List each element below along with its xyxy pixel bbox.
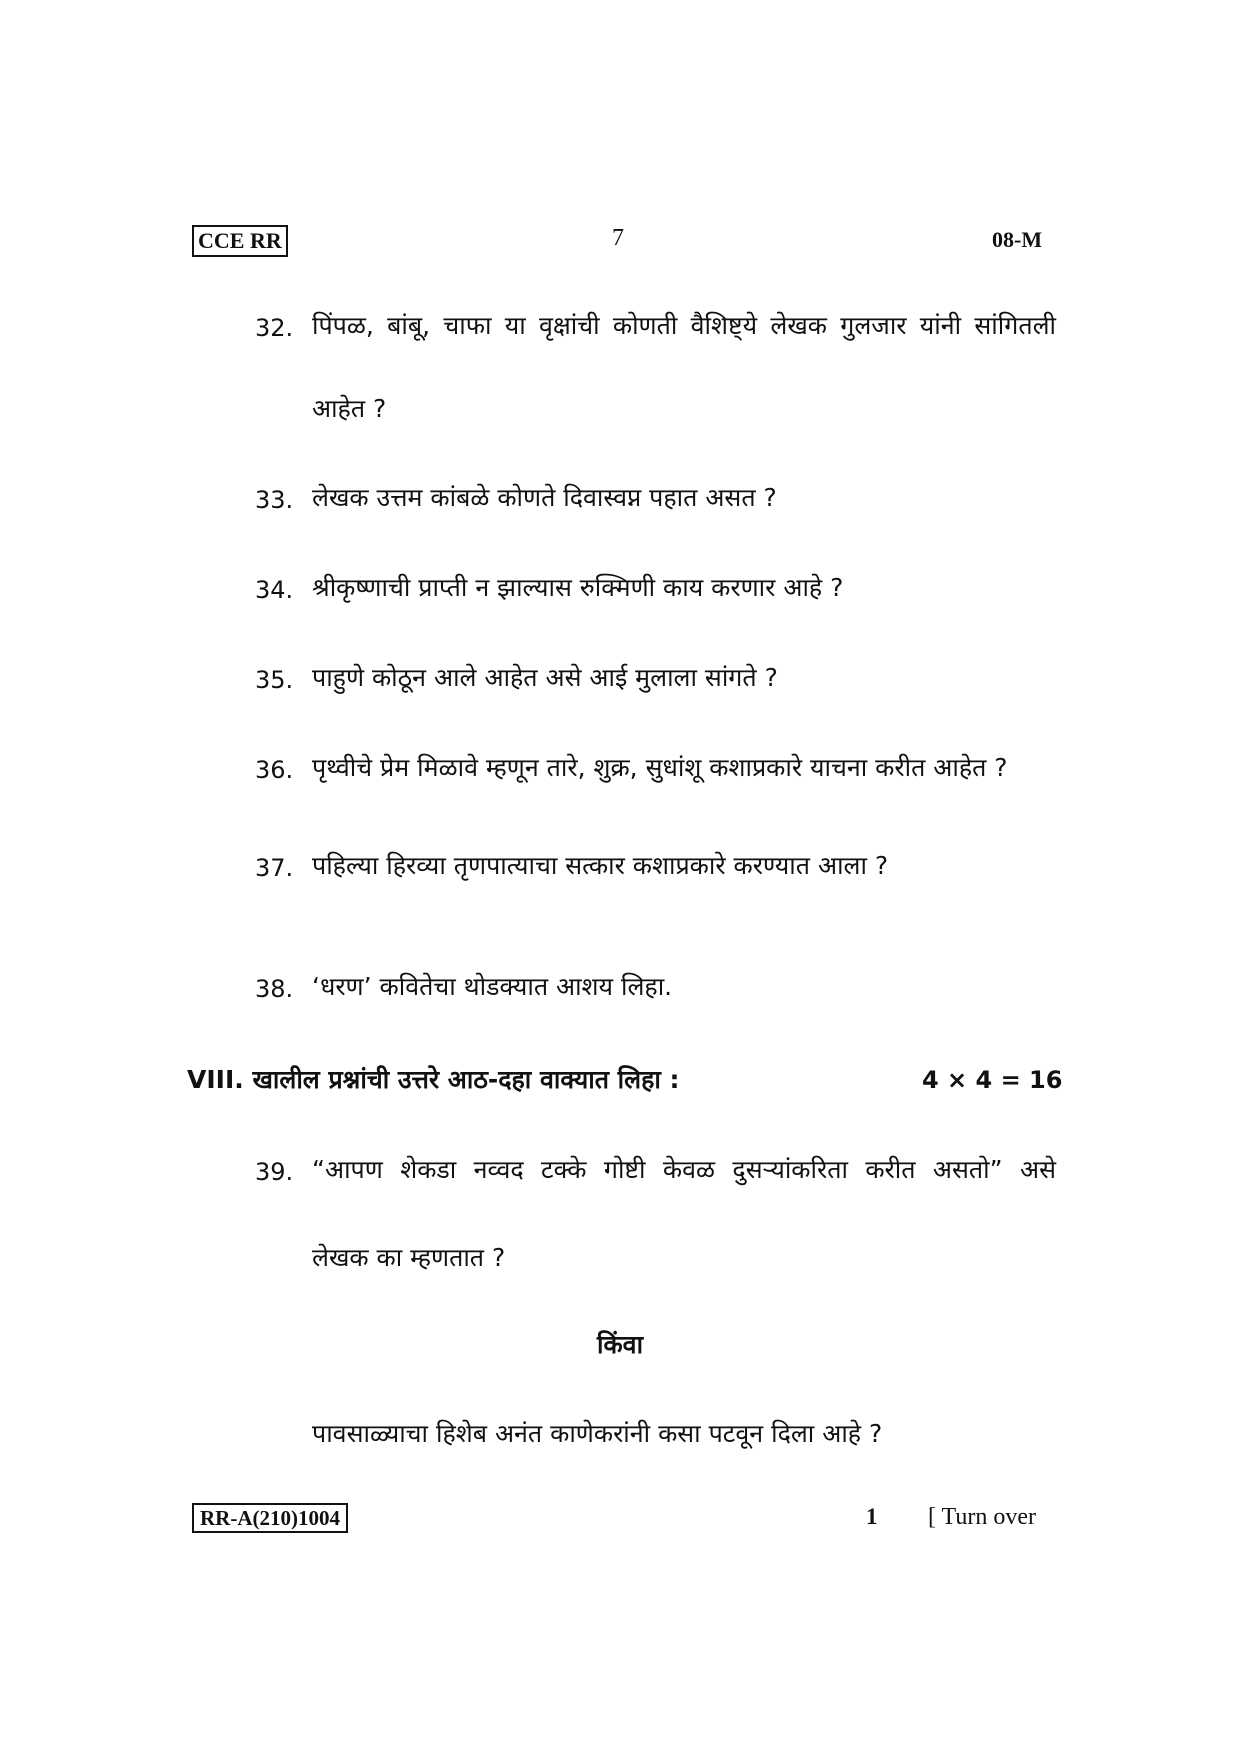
question-number: 34. (255, 576, 294, 604)
question-number: 35. (255, 666, 294, 694)
question-text: पाहुणे कोठून आले आहेत असे आई मुलाला सांगते ? (312, 663, 778, 692)
question-text: ‘धरण’ कवितेचा थोडक्यात आशय लिहा. (312, 972, 673, 1001)
section-marks: 4 × 4 = 16 (922, 1066, 1063, 1094)
question-number: 37. (255, 854, 294, 882)
alternative-question-text: पावसाळ्याचा हिशेब अनंत काणेकरांनी कसा पटवून दिला आहे ? (312, 1419, 883, 1448)
or-separator: किंवा (597, 1330, 644, 1359)
footer-code: RR-A(210)1004 (192, 1503, 348, 1533)
turn-over-note: [ Turn over (928, 1504, 1037, 1530)
question-number: 33. (255, 486, 294, 514)
question-number: 39. (255, 1158, 294, 1186)
question-number: 38. (255, 975, 294, 1003)
header-right-code: 08-M (992, 227, 1043, 252)
question-text-continued: आहेत ? (312, 394, 387, 423)
section-heading: VIII. खालील प्रश्नांची उत्तरे आठ-दहा वाक्यात लिहा : (187, 1065, 680, 1094)
header-page-number: 7 (612, 225, 624, 251)
header-left-code: CCE RR (192, 225, 288, 257)
question-number: 32. (255, 314, 294, 342)
question-text: पिंपळ, बांबू, चाफा या वृक्षांची कोणती वैशिष्ट्ये लेखक गुलजार यांनी सांगितली (312, 311, 1056, 340)
question-text: लेखक उत्तम कांबळे कोणते दिवास्वप्न पहात असत ? (312, 483, 777, 512)
question-text: पहिल्या हिरव्या तृणपात्याचा सत्कार कशाप्रकारे करण्यात आला ? (312, 851, 889, 880)
question-text: “आपण शेकडा नव्वद टक्के गोष्टी केवळ दुसऱ्यांकरिता करीत असतो” असे (312, 1155, 1056, 1184)
question-text: पृथ्वीचे प्रेम मिळावे म्हणून तारे, शुक्र, सुधांशू कशाप्रकारे याचना करीत आहेत ? (312, 753, 1008, 782)
question-number: 36. (255, 756, 294, 784)
footer-sheet-number: 1 (866, 1504, 878, 1529)
question-text: श्रीकृष्णाची प्राप्ती न झाल्यास रुक्मिणी काय करणार आहे ? (312, 573, 844, 602)
question-text-continued: लेखक का म्हणतात ? (312, 1243, 506, 1272)
